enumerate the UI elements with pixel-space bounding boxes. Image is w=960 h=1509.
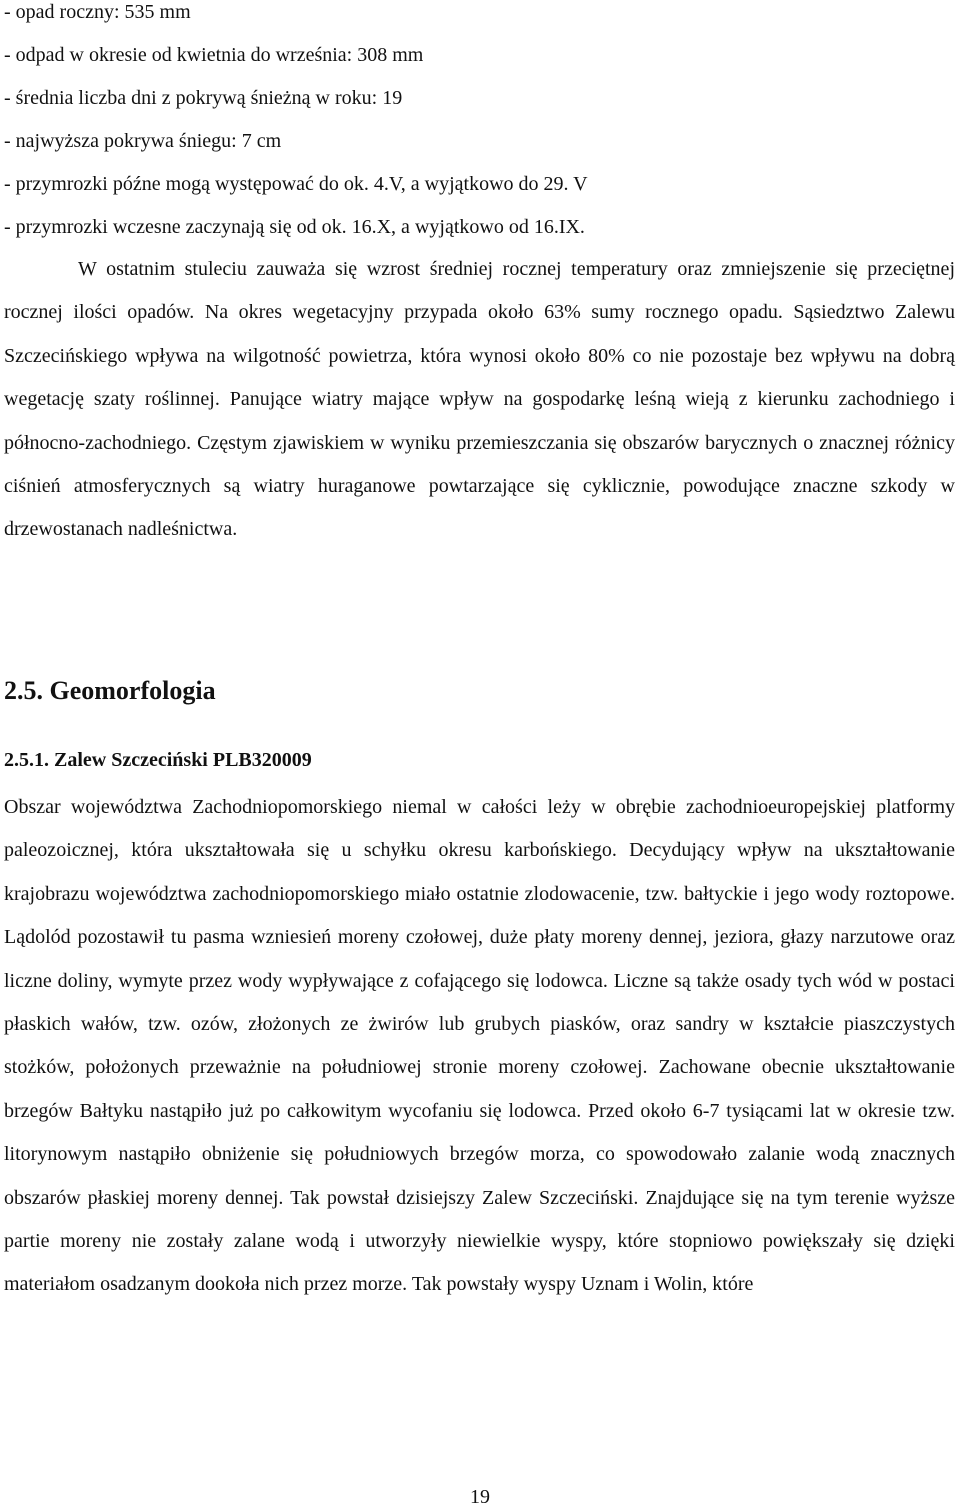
- climate-paragraph: [4, 248, 955, 552]
- climate-paragraph-text: W ostatnim stuleciu zauważa się wzrost średniej rocznej temperatury oraz zmniejszenie się przeciętnej rocznej ilości opadów. Na okres wegetacyjny przypada około 63% sumy rocznego opadu. Sąsiedztwo Zalewu Szczecińskiego wpływa na wilgotność powietrza, która wynosi około 80% co nie pozostaje bez wpływu na dobrą wegetację szaty roślinnej. Panujące wiatry mające wpływ na gospodarkę leśną wieją z kierunku zachodniego i północno-zachodniego. Częstym zjawiskiem w wyniku przemieszczania się obszarów barycznych o znacznej różnicy ciśnień atmosferycznych są wiatry huraganowe powtarzające się cyklicznie, powodujące znaczne szkody w drzewostanach nadleśnictwa.: [4, 258, 955, 541]
- climate-list-item: - najwyższa pokrywa śniegu: 7 cm: [4, 130, 282, 152]
- climate-list-item: - przymrozki wczesne zaczynają się od ok. 16.X, a wyjątkowo od 16.IX.: [4, 216, 585, 238]
- subsection-heading: 2.5.1. Zalew Szczeciński PLB320009: [4, 749, 312, 771]
- section-heading: 2.5. Geomorfologia: [4, 676, 216, 705]
- climate-list-item: - odpad w okresie od kwietnia do września: 308 mm: [4, 44, 424, 66]
- climate-list-item: - przymrozki późne mogą występować do ok. 4.V, a wyjątkowo do 29. V: [4, 173, 588, 195]
- geomorphology-paragraph-text: Obszar województwa Zachodniopomorskiego niemal w całości leży w obrębie zachodnioeuropejskiej platformy paleozoicznej, która ukształtowała się u schyłku okresu karbońskiego. Decydujący wpływ na ukształtowanie krajobrazu województwa zachodniopomorskiego miało ostatnie zlodowacenie, tzw. bałtyckie i jego wody roztopowe. Lądolód pozostawił tu pasma wzniesień moreny czołowej, duże płaty moreny dennej, jeziora, głazy narzutowe oraz liczne doliny, wymyte przez wody wypływające z cofającego się lodowca. Liczne są także osady tych wód w postaci płaskich wałów, tzw. ozów, złożonych ze żwirów lub grubych piasków, oraz sandry w kształcie piaszczystych stożków, położonych przeważnie na południowej stronie moreny czołowej. Zachowane obecnie ukształtowanie brzegów Bałtyku nastąpiło już po całkowitym wycofaniu się lodowca. Przed około 6-7 tysiącami lat w okresie tzw. litorynowym nastąpiło obniżenie się południowych brzegów morza, co spowodowało zalanie wodą znacznych obszarów płaskiej moreny dennej. Tak powstał dzisiejszy Zalew Szczeciński. Znajdujące się na tym terenie wyższe partie moreny nie zostały zalane wodą i utworzyły niewielkie wyspy, które stopniowo powiększały się dzięki materiałom osadzanym dookoła nich przez morze. Tak powstały wyspy Uznam i Wolin, które: [4, 796, 955, 1296]
- page-number: 19: [470, 1486, 490, 1508]
- geomorphology-paragraph: [4, 786, 955, 1307]
- climate-list-item: - średnia liczba dni z pokrywą śnieżną w roku: 19: [4, 87, 403, 109]
- climate-list-item: - opad roczny: 535 mm: [4, 1, 191, 23]
